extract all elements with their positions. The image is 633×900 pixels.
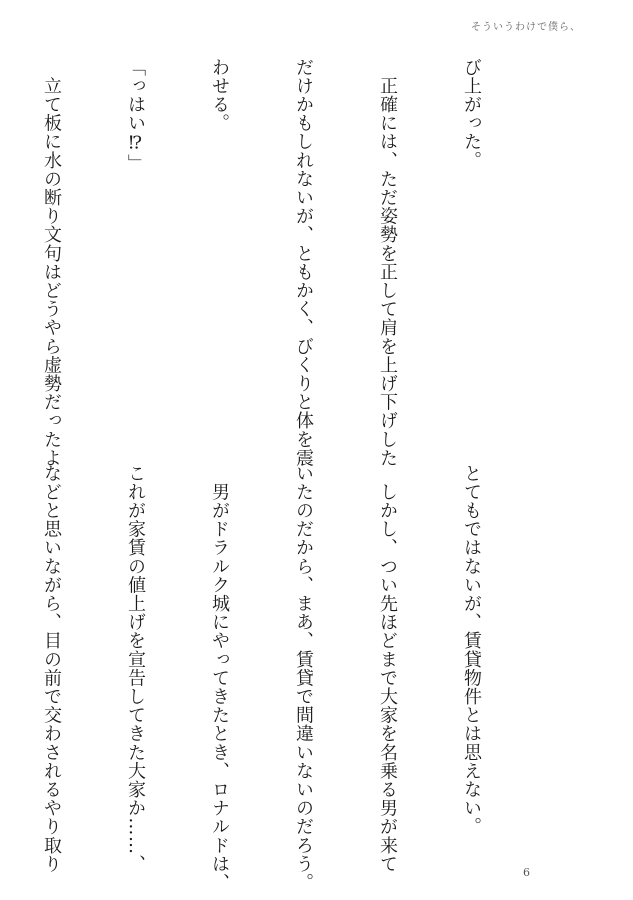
text-line: わせる。 [209, 58, 230, 133]
text-line: だけかもしれないが、ともかく、びくりと体を震 [293, 58, 314, 468]
text-line: とてもではないが、賃貸物件とは思えない。 [461, 464, 482, 836]
page-number: 6 [523, 866, 530, 879]
text-line: しかし、つい先ほどまで大家を名乗る男が来て [377, 464, 398, 874]
text-line: 「っはい⁉」 [125, 58, 146, 173]
text-line: 正確には、ただ姿勢を正して肩を上げ下げした [377, 58, 398, 468]
text-line: 男がドラルク城にやってきたとき、ロナルドは、 [209, 464, 230, 892]
top-text-block [41, 58, 541, 468]
running-header: そういうわけで僕ら、 [471, 22, 581, 33]
text-line: いたのだから、まあ、賃貸で間違いないのだろう。 [293, 464, 314, 892]
bottom-text-block [41, 464, 541, 892]
text-line: などと思いながら、目の前で交わされるやり取り [41, 464, 62, 874]
text-line: 立て板に水の断り文句はどうやら虚勢だったよ [41, 58, 62, 468]
text-line: び上がった。 [461, 58, 482, 170]
text-line: これが家賃の値上げを宣告してきた大家か……、 [125, 464, 146, 874]
